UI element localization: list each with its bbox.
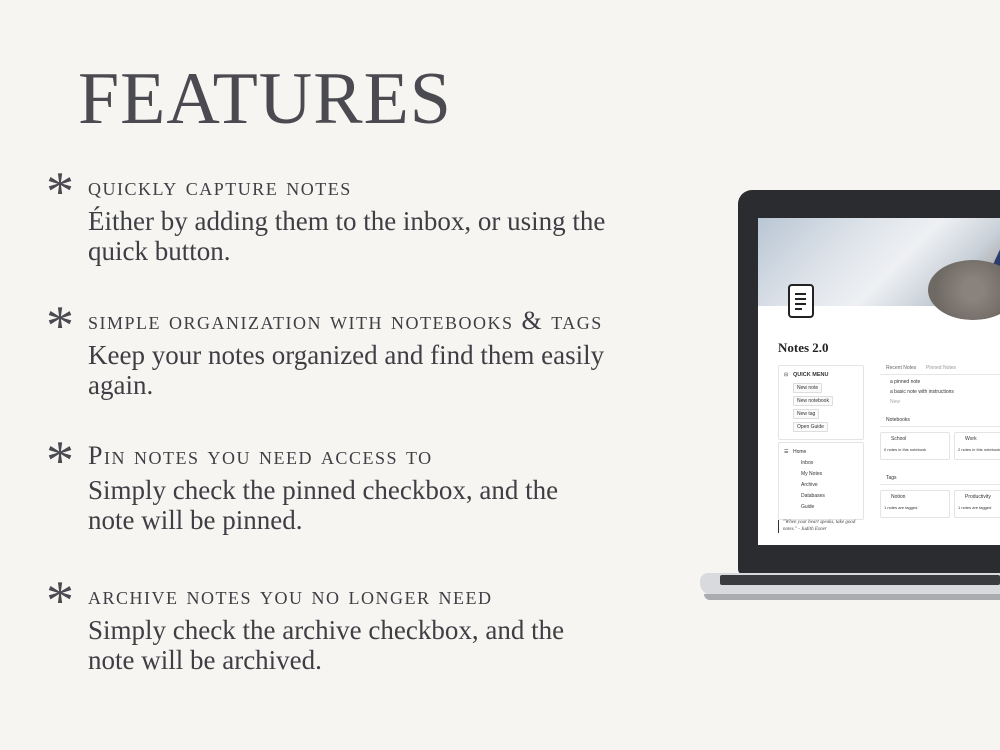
new-notebook-button[interactable]: New notebook: [793, 396, 833, 406]
laptop-mockup: [700, 190, 1000, 610]
new-note-link[interactable]: New: [890, 399, 901, 405]
open-guide-button[interactable]: Open Guide: [793, 422, 828, 432]
feature-pin: [46, 430, 746, 535]
document-icon: [788, 284, 814, 318]
laptop-lid: [738, 190, 1000, 575]
page-title: FEATURES: [78, 58, 452, 140]
laptop-base: [700, 573, 1000, 595]
tab-pinned-notes[interactable]: Pinned Notes: [926, 365, 957, 371]
note-link[interactable]: a basic note with instructions: [890, 389, 954, 395]
asterisk-icon: *: [46, 161, 74, 223]
nav-home[interactable]: Home: [793, 449, 807, 455]
asterisk-icon: *: [46, 430, 74, 492]
divider: [880, 484, 1000, 485]
notes-page-title: Notes 2.0: [778, 340, 829, 355]
note-link[interactable]: a pinned note: [890, 379, 921, 385]
laptop-base-edge: [704, 594, 1000, 600]
sweater-image: [928, 260, 1000, 320]
nav-archive[interactable]: Archive: [801, 482, 818, 488]
tab-divider: [880, 374, 1000, 375]
asterisk-icon: *: [46, 295, 74, 357]
quote-block: "When your heart speaks, take good notes." - Judith Exner: [778, 520, 861, 533]
feature-archive: [46, 570, 746, 675]
nav-databases[interactable]: Databases: [801, 493, 825, 499]
feature-heading: archive notes you no longer need: [88, 581, 493, 610]
menu-icon: ⊟: [784, 372, 789, 378]
feature-description: Simply check the pinned checkbox, and the note will be pinned.: [88, 475, 559, 535]
feature-heading: quickly capture notes: [88, 172, 352, 201]
tags-label: Tags: [886, 475, 897, 481]
tab-recent-notes[interactable]: Recent Notes: [886, 365, 917, 371]
feature-capture: [46, 161, 746, 266]
feature-organization: [46, 295, 746, 400]
list-icon: ☰: [784, 449, 789, 455]
laptop-screen: [758, 218, 1000, 545]
divider: [880, 426, 1000, 427]
quick-menu-title: QUICK MENU: [793, 372, 829, 378]
tag-card-productivity[interactable]: Productivity 1 notes are tagged: [954, 490, 1000, 518]
asterisk-icon: *: [46, 570, 74, 632]
new-tag-button[interactable]: New tag: [793, 409, 819, 419]
feature-heading: Pin notes you need access to: [88, 441, 433, 470]
content-column: [880, 366, 1000, 545]
navigation-panel: [778, 442, 864, 520]
new-note-button[interactable]: New note: [793, 383, 822, 393]
tag-card-notion[interactable]: Notion 1 notes are tagged: [880, 490, 950, 518]
keyboard: [720, 575, 1000, 585]
feature-heading: simple organization with notebooks & tags: [88, 306, 603, 335]
notebook-card-work[interactable]: Work 2 notes in this notebook: [954, 432, 1000, 460]
nav-guide[interactable]: Guide: [801, 504, 815, 510]
notebooks-label: Notebooks: [886, 417, 910, 423]
nav-inbox[interactable]: Inbox: [801, 460, 814, 466]
nav-my-notes[interactable]: My Notes: [801, 471, 823, 477]
feature-description: Simply check the archive checkbox, and the note will be archived.: [88, 615, 565, 675]
notebook-card-school[interactable]: School 0 notes in this notebook: [880, 432, 950, 460]
quick-menu-panel: [778, 365, 864, 440]
feature-description: Éither by adding them to the inbox, or using the quick button.: [88, 206, 606, 266]
feature-description: Keep your notes organized and find them easily again.: [88, 340, 605, 400]
